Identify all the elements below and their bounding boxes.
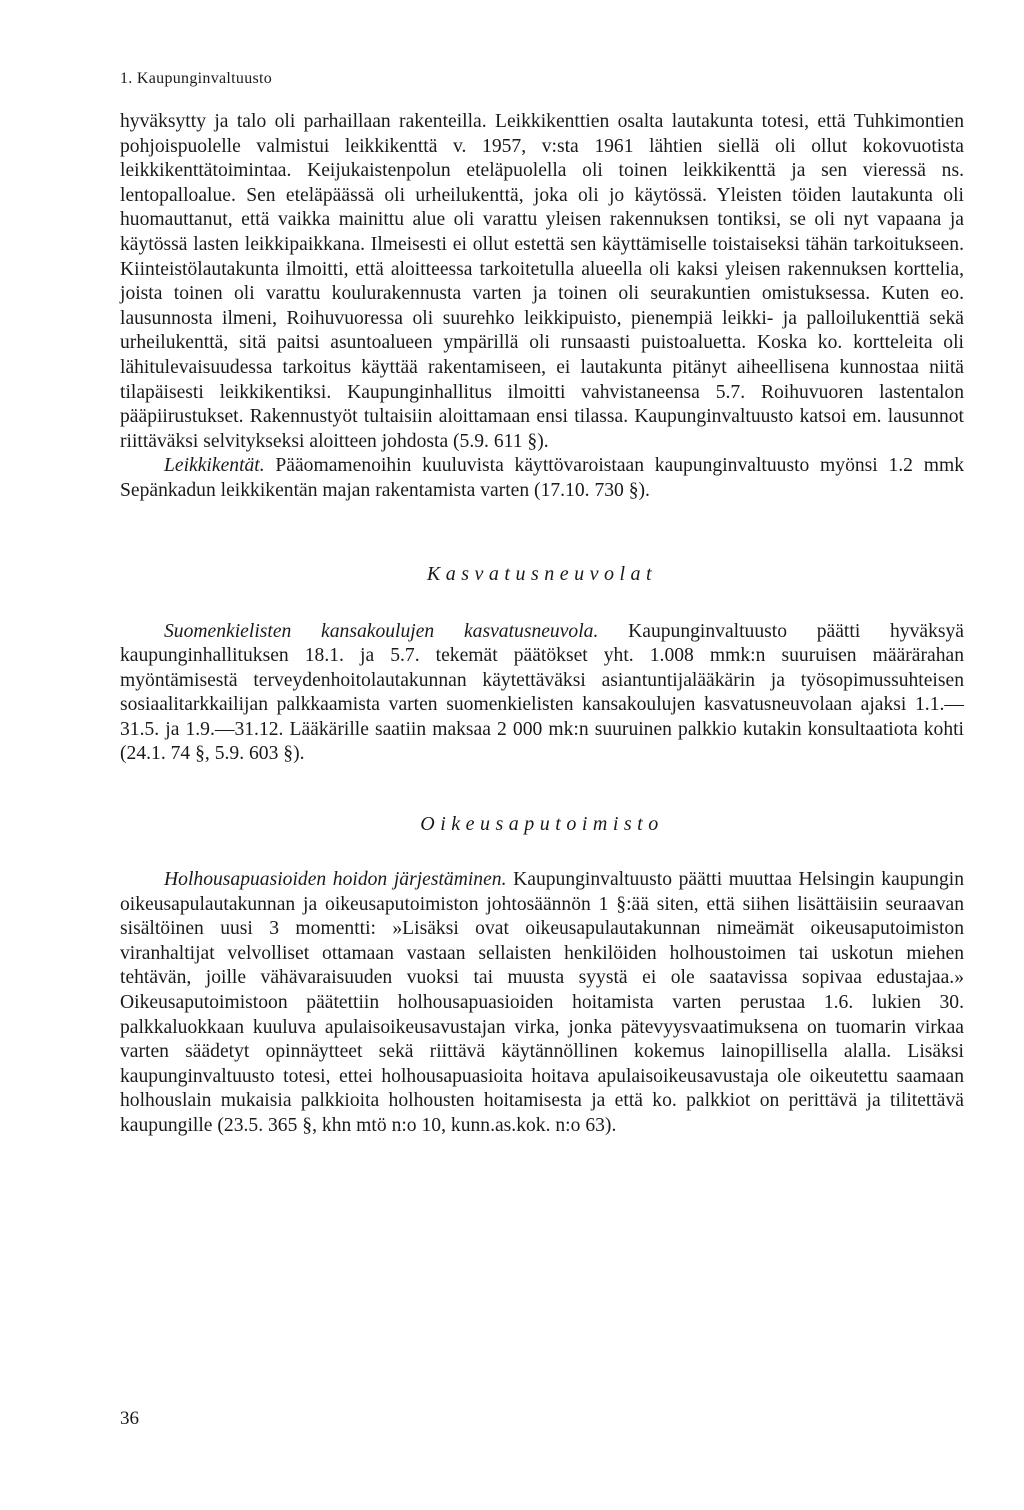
section-heading: Kasvatusneuvolat — [426, 562, 658, 585]
text-column — [120, 110, 964, 1139]
paragraph — [120, 454, 964, 503]
page-number: 36 — [120, 1408, 139, 1429]
paragraph — [120, 110, 964, 454]
paragraph-text: Kaupunginvaltuusto päätti hyväksyä kaupunginhallituksen 18.1. ja 5.7. tekemät päätökset yht. 1.008 mmk:n suuruisen määrärahan myöntämisestä terveydenhoitolautakunnan käytettäväksi asiantuntijalääkärin ja työsopimussuhteisen sosiaalitarkkailijan palkkaamista varten suomenkielisten kansakoulujen kasvatusneuvolaan ajaksi 1.1.—31.5. ja 1.9.—31.12. Lääkärille saatiin maksaa 2 000 mk:n suuruinen palkkio kutakin konsultaatiota kohti (24.1. 74 §, 5.9. 603 §). — [120, 620, 965, 765]
paragraph-lead: Leikkikentät. — [164, 455, 265, 477]
paragraph-lead: Holhousapuasioiden hoidon järjestäminen. — [164, 869, 507, 891]
paragraph-text: Pääomamenoihin kuuluvista käyttövaroistaan kaupunginvaltuusto myönsi 1.2 mmk Sepänkadun leikkikentän majan rakentamista varten (17.10. 730 §). — [120, 455, 964, 501]
section-heading: Oikeusaputoimisto — [420, 813, 664, 836]
paragraph — [120, 620, 964, 768]
running-head: 1. Kaupunginvaltuusto — [120, 70, 273, 87]
paragraph-text: hyväksytty ja talo oli parhaillaan rakenteilla. Leikkikenttien osalta lautakunta totesi, että Tuhkimontien pohjoispuolelle valmistui leikkikenttä v. 1957, v:sta 1961 lähtien siellä oli ollut kokovuotista leikkikenttätoimintaa. Keijukaistenpolun eteläpuolella oli toinen leikkikenttä ja sen vieressä ns. lentopalloalue. Sen eteläpäässä oli urheilukenttä, joka oli jo käytössä. Yleisten töiden lautakunta oli huomauttanut, että vaikka mainittu alue oli varattu yleisen rakennuksen tontiksi, se oli nyt vapaana ja käytössä lasten leikkipaikkana. Ilmeisesti ei ollut estettä sen käyttämiselle toistaiseksi tähän tarkoitukseen. Kiinteistölautakunta ilmoitti, että aloitteessa tarkoitetulla alueella oli kaksi yleisen rakennuksen korttelia, joista toinen oli varattu koulurakennusta varten ja toinen oli seurakuntien omistuksessa. Kuten eo. lausunnosta ilmeni, Roihuvuoressa oli suurehko leikkipuisto, pienempiä leikki- ja palloilukenttiä sekä urheilukenttä, sitä paitsi asuntoalueen ympärillä oli runsaasti puistoaluetta. Koska ko. kortteleita oli lähitulevaisuudessa tarkoitus käyttää rakentamiseen, ei lautakunta pitänyt aiheellisena kunnostaa niitä tilapäisesti leikkikentiksi. Kaupunginhallitus ilmoitti vahvistaneensa 5.7. Roihuvuoren lastentalon pääpiirustukset. Rakennustyöt tultaisiin aloittamaan ensi tilassa. Kaupunginvaltuusto katsoi em. lausunnot riittäväksi selvitykseksi aloitteen johdosta (5.9. 611 §). — [120, 111, 964, 452]
paragraph — [120, 868, 964, 1139]
paragraph-text: Kaupunginvaltuusto päätti muuttaa Helsingin kaupungin oikeusapulautakunnan ja oikeusaputoimiston johtosäännön 1 §:ää siten, että siihen lisättäisiin seuraavan sisältöinen uusi 3 momentti: »Lisäksi ovat oikeusapulautakunnan nimeämät oikeusaputoimiston viranhaltijat velvolliset ottamaan vastaan sellaisten henkilöiden holhoustoimen tai uskotun miehen tehtävän, joille vähävaraisuuden vuoksi tai muusta syystä ei ole saatavissa sopivaa edustajaa.» Oikeusaputoimistoon päätettiin holhousapuasioiden hoitamista varten perustaa 1.6. lukien 30. palkkaluokkaan kuuluva apulaisoikeusavustajan virka, jonka pätevyysvaatimuksena on tuomarin virkaa varten säädetyt opinnäytteet sekä riittävä käytännöllinen kokemus lainopillisella alalla. Lisäksi kaupunginvaltuusto totesi, ettei holhousapuasioita hoitava apulaisoikeusavustaja ole oikeutettu saamaan holhouslain mukaisia palkkioita holhousten hoitamisesta ja että ko. palkkiot on perittävä ja tilitettävä kaupungille (23.5. 365 §, khn mtö n:o 10, kunn.as.kok. n:o 63). — [120, 869, 964, 1136]
paragraph-lead: Suomenkielisten kansakoulujen kasvatusneuvola. — [164, 620, 599, 642]
